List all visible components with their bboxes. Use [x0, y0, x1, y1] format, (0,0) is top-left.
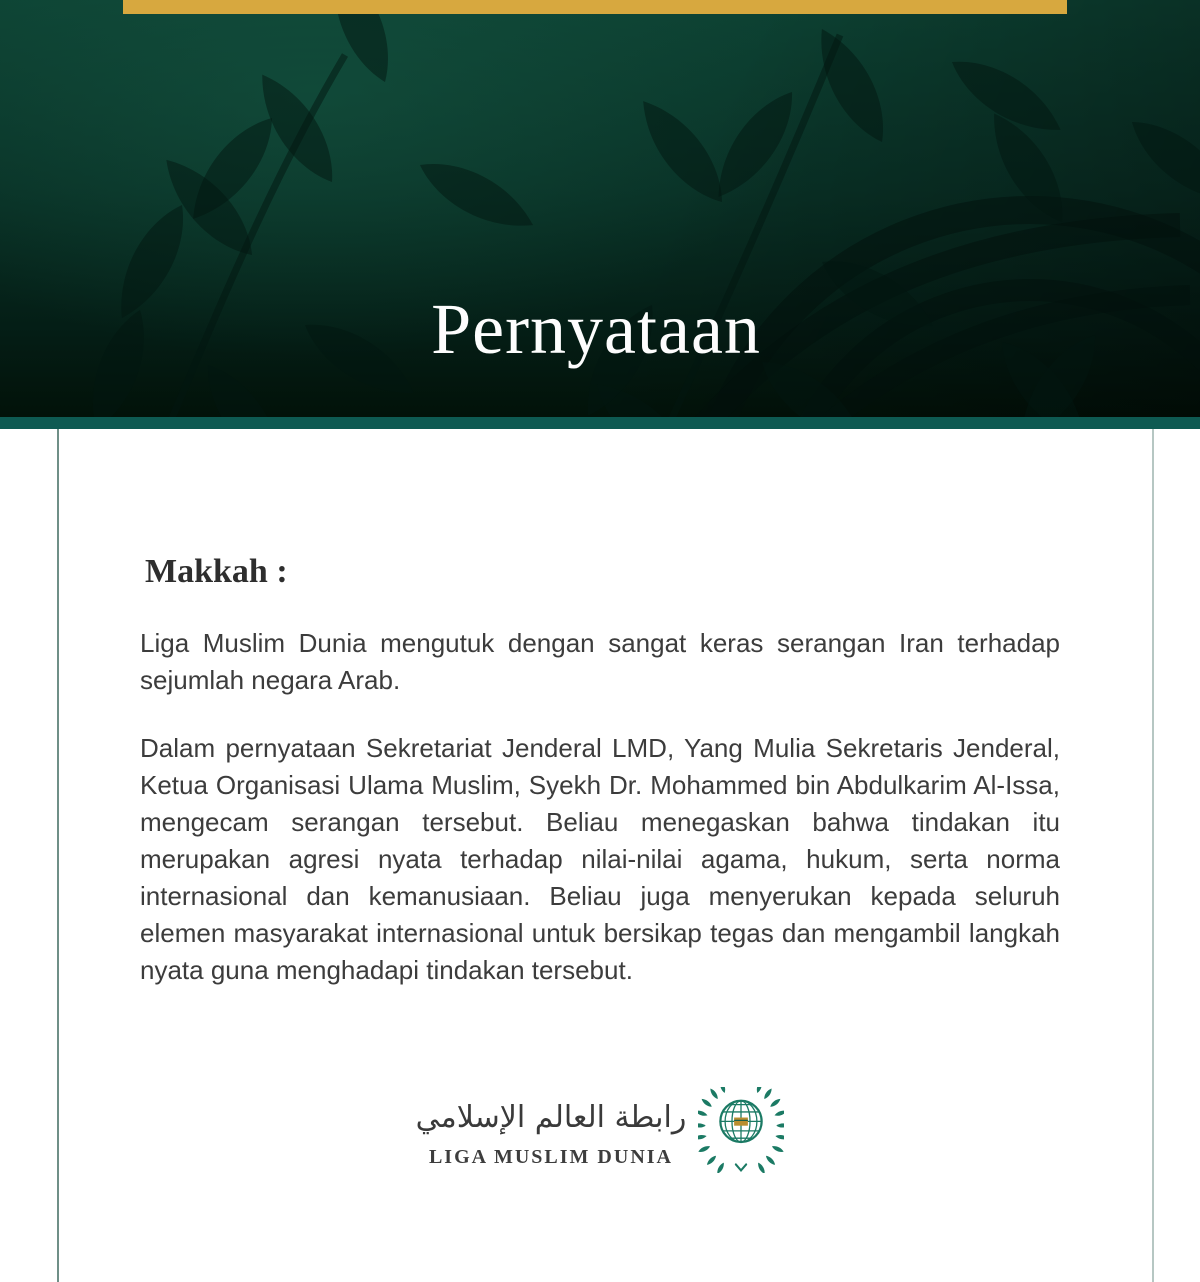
header [0, 0, 1200, 417]
page-title: Pernyataan [431, 289, 761, 369]
paragraph-1: Liga Muslim Dunia mengutuk dengan sangat keras serangan Iran terhadap sejumlah negara Arab. [140, 628, 1060, 695]
statement-body [140, 625, 1060, 1020]
mwl-emblem-icon [698, 1087, 784, 1173]
city-heading: Makkah : [145, 553, 288, 590]
paragraph-2: Dalam pernyataan Sekretariat Jenderal LMD, Yang Mulia Sekretaris Jenderal, Ketua Organisasi Ulama Muslim, Syekh Dr. Mohammed bin Abdulkarim Al-Issa, mengecam serangan tersebut. Beliau menegaskan bahwa tindakan itu merupakan agresi nyata terhadap nilai-nilai agama, hukum, serta norma internasional dan kemanusiaan. Beliau juga menyerukan kepada seluruh elemen masyarakat internasional untuk bersikap tegas dan mengambil langkah nyata guna menghadapi tindakan tersebut. [140, 733, 1060, 985]
teal-divider-strip [0, 417, 1200, 429]
content-card [0, 429, 1200, 1282]
gold-accent-bar [123, 0, 1067, 14]
mwl-org-name: LIGA MUSLIM DUNIA [428, 1145, 673, 1168]
mwl-logo [0, 1087, 1200, 1173]
kaaba-icon [734, 1118, 748, 1126]
globe-icon [721, 1101, 762, 1171]
mwl-arabic-calligraphy: رابطة العالم الإسلامي [415, 1099, 687, 1135]
mwl-logo-text [416, 1092, 687, 1169]
